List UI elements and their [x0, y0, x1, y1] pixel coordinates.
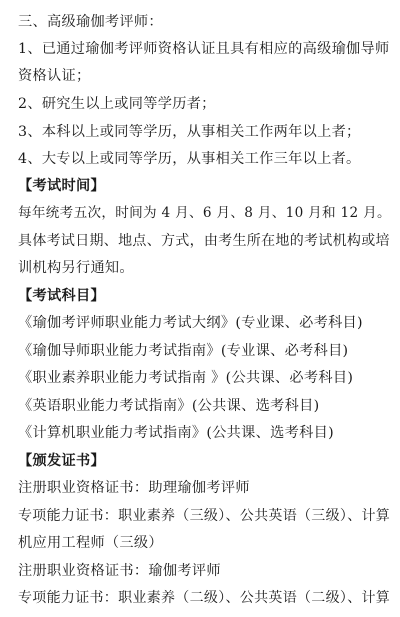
requirement-line-5: 4、大专以上或同等学历，从事相关工作三年以上者。	[18, 151, 361, 167]
requirement-line-2: 资格认证；	[18, 68, 91, 84]
requirements-title: 三、高级瑜伽考评师：	[18, 14, 163, 30]
certificate-line-2: 专项能力证书：职业素养（三级）、公共英语（三级）、计算	[18, 508, 391, 524]
exam-subject-5: 《计算机职业能力考试指南》(公共课、选考科目)	[18, 425, 334, 441]
exam-subject-3: 《职业素养职业能力考试指南 》(公共课、必考科目)	[18, 370, 354, 386]
certificate-line-4: 注册职业资格证书：瑜伽考评师	[18, 563, 221, 579]
exam-subjects-heading: 【考试科目】	[18, 288, 105, 304]
exam-subject-2: 《瑜伽导师职业能力考试指南》(专业课、必考科目)	[18, 343, 349, 359]
requirement-line-3: 2、研究生以上或同等学历者；	[18, 96, 216, 112]
requirement-line-4: 3、本科以上或同等学历，从事相关工作两年以上者；	[18, 124, 361, 140]
certificate-line-3: 机应用工程师（三级）	[18, 535, 163, 551]
exam-subject-1: 《瑜伽考评师职业能力考试大纲》(专业课、必考科目)	[18, 315, 363, 331]
exam-time-line-1: 每年统考五次，时间为 4 月、6 月、8 月、10 月和 12 月。	[18, 205, 391, 221]
certificate-line-1: 注册职业资格证书：助理瑜伽考评师	[18, 480, 250, 496]
exam-time-line-3: 训机构另行通知。	[18, 260, 134, 276]
exam-time-line-2: 具体考试日期、地点、方式，由考生所在地的考试机构或培	[18, 233, 390, 249]
exam-subject-4: 《英语职业能力考试指南》(公共课、选考科目)	[18, 398, 320, 414]
requirement-line-1: 1、已通过瑜伽考评师资格认证且具有相应的高级瑜伽导师	[18, 41, 390, 57]
certificate-line-5: 专项能力证书：职业素养（二级）、公共英语（二级）、计算	[18, 590, 391, 606]
exam-time-heading: 【考试时间】	[18, 178, 105, 194]
certificates-heading: 【颁发证书】	[18, 453, 105, 469]
